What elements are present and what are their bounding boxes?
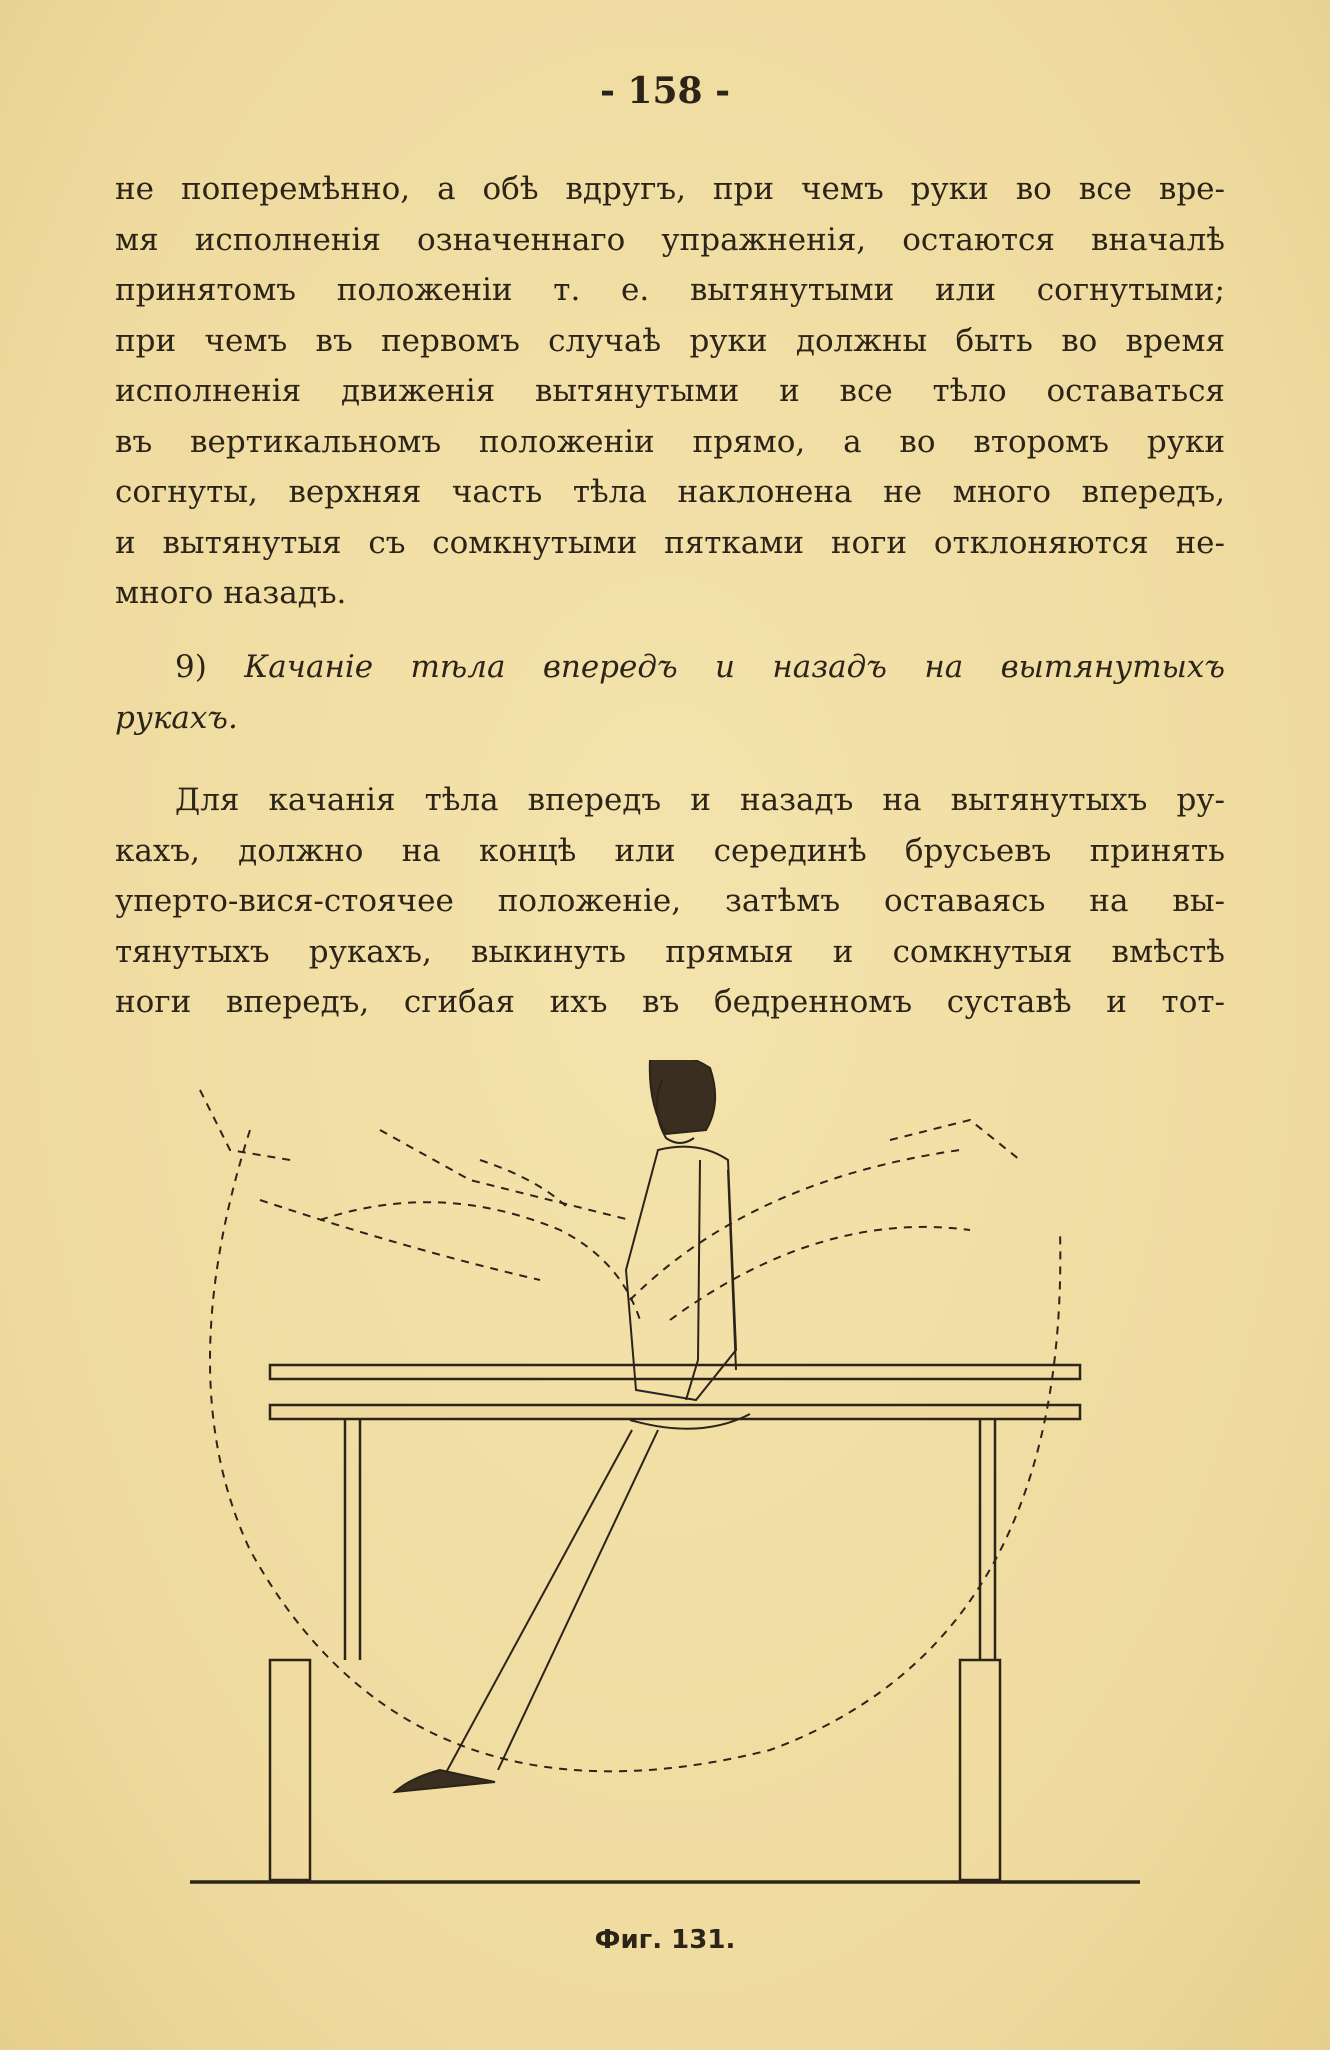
text-line: много назадъ.	[115, 575, 347, 611]
heading-line: рукахъ.	[115, 699, 238, 736]
heading-title: Качаніе тѣла впередъ и назадъ на вытянутыхъ	[244, 649, 1226, 685]
text-line: уперто-вися-стоячее положеніе, затѣмъ оставаясь на вы-	[115, 883, 1225, 919]
text-line: Для качанія тѣла впередъ и назадъ на вытянутыхъ ру-	[175, 782, 1225, 818]
text-line: мя исполненія означеннаго упражненія, остаются вначалѣ	[115, 221, 1225, 258]
paragraph-continuation	[115, 164, 1225, 619]
text-line: исполненія движенія вытянутыми и все тѣло оставаться	[115, 373, 1225, 409]
text-line: принятомъ положеніи т. е. вытянутыми или согнутыми;	[115, 272, 1225, 308]
swing-trajectory	[200, 1090, 1060, 1771]
heading-number: 9)	[175, 649, 207, 685]
gymnast-figure	[395, 1060, 750, 1792]
text-line: въ вертикальномъ положеніи прямо, а во второмъ руки	[115, 423, 1225, 460]
parallel-bars	[190, 1365, 1140, 1882]
text-line: тянутыхъ рукахъ, выкинуть прямыя и сомкнутыя вмѣстѣ	[115, 933, 1225, 970]
heading-line	[115, 642, 1225, 693]
paragraph-description	[115, 775, 1225, 1028]
page-number: - 158 -	[599, 70, 731, 112]
figure-caption: Фиг. 131.	[594, 1925, 736, 1955]
section-heading	[115, 642, 1225, 743]
text-line: и вытянутыя съ сомкнутыми пятками ноги отклоняются не-	[115, 524, 1225, 561]
text-line: не поперемѣнно, а обѣ вдругъ, при чемъ руки во все вре-	[115, 171, 1225, 207]
text-line: ноги впередъ, сгибая ихъ въ бедренномъ суставѣ и тот-	[115, 984, 1225, 1020]
text-line: согнуты, верхняя часть тѣла наклонена не много впередъ,	[115, 474, 1225, 510]
figure-parallel-bars-illustration	[180, 1060, 1160, 1920]
text-line: кахъ, должно на концѣ или серединѣ брусьевъ принять	[115, 832, 1225, 869]
text-line: при чемъ въ первомъ случаѣ руки должны быть во время	[115, 322, 1225, 359]
